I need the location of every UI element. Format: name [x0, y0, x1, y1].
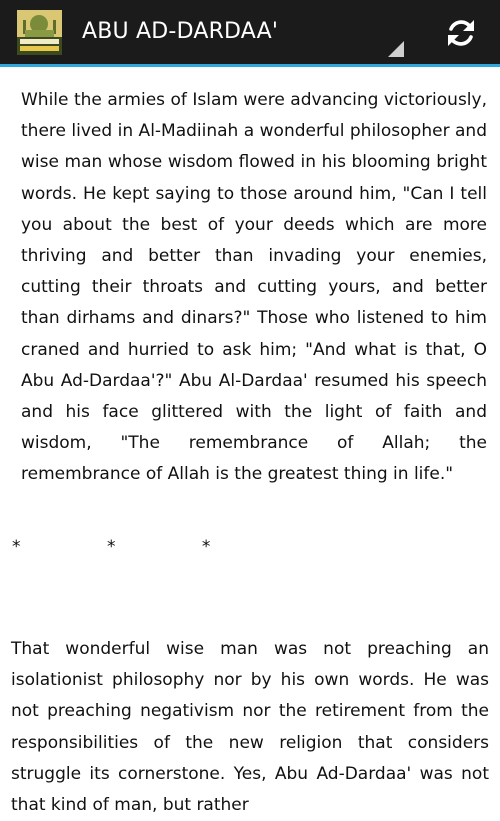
article-paragraph: That wonderful wise man was not preaching an isolationist philosophy nor by his own words. He was not preaching negativism nor the retirement from the responsibilities of the new religion that considers struggle its cornerstone. Yes, Abu Ad-Dardaa' was not that kind of man, but rather: [11, 639, 489, 816]
action-bar: [0, 0, 500, 64]
refresh-button[interactable]: [438, 12, 484, 54]
section-separator: * * *: [12, 537, 211, 557]
mosque-book-icon[interactable]: [17, 10, 62, 55]
dropdown-corner-icon[interactable]: [388, 41, 404, 57]
refresh-icon: [444, 16, 478, 50]
article-paragraph: While the armies of Islam were advancing victoriously, there lived in Al-Madiinah a wonderful philosopher and wise man whose wisdom flowed in his blooming bright words. He kept saying to those around him, "Can I tell you about the best of your deeds which are more thriving and better than invading your enemies, cutting their throats and cutting yours, and better than dirhams and dinars?" Those who listened to him craned and hurried to ask him; "And what is that, O Abu Ad-Dardaa'?" Abu Al-Dardaa' resumed his speech and his face glittered with the light of faith and wisdom, "The remembrance of Allah; the remembrance of Allah is the greatest thing in life.": [21, 90, 487, 485]
page-title: ABU AD-DARDAA': [82, 19, 279, 44]
article-content[interactable]: [0, 67, 500, 816]
